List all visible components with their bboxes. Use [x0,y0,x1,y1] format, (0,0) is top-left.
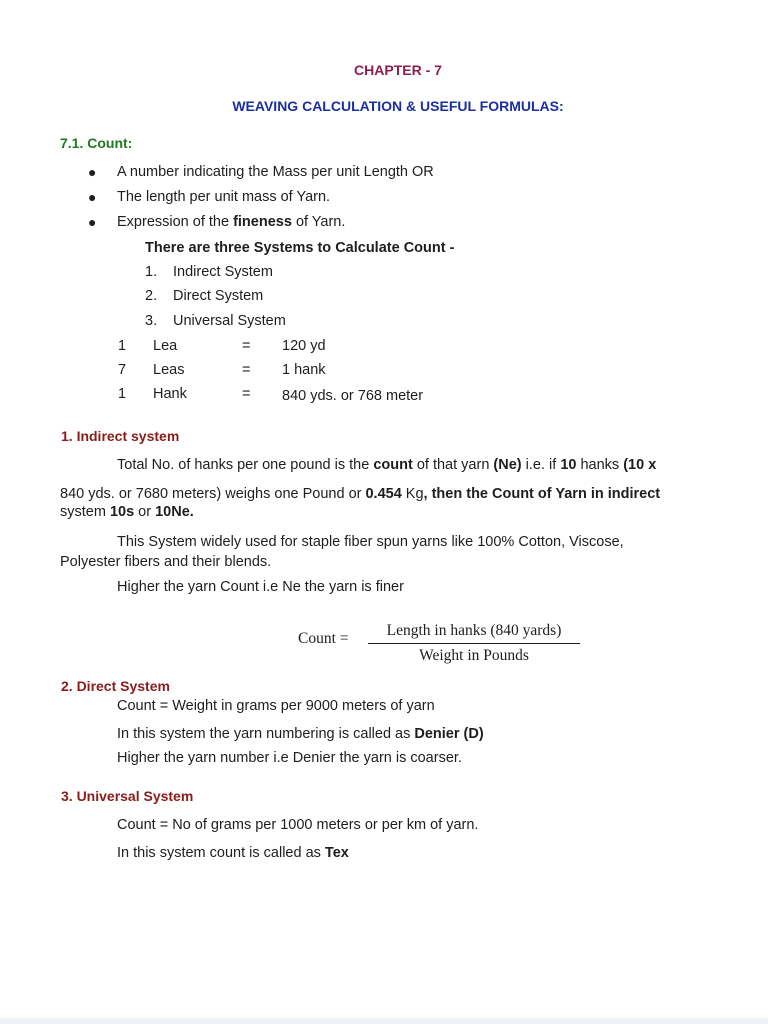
system-item: Universal System [173,313,286,329]
formula-denominator: Weight in Pounds [419,647,529,664]
direct-line: Count = Weight in grams per 9000 meters of yarn [117,698,435,714]
universal-line: In this system count is called as Tex [117,845,349,861]
unit-value: 120 yd [282,338,326,354]
bullet-item: The length per unit mass of Yarn. [117,189,331,205]
direct-line: Higher the yarn number i.e Denier the yarn is coarser. [117,750,462,766]
formula-lhs: Count = [298,630,349,647]
unit-qty: 1 [118,386,127,402]
formula-numerator: Length in hanks (840 yards) [386,622,562,639]
indirect-paragraph-line: Total No. of hanks per one pound is the count of that yarn (Ne) i.e. if 10 hanks (10 x [117,457,657,473]
unit-name: Leas [153,362,185,378]
system-item: Direct System [173,288,264,304]
unit-equals: = [242,386,251,402]
universal-line: Count = No of grams per 1000 meters or per km of yarn. [117,817,479,833]
unit-value: 840 yds. or 768 meter [282,388,424,404]
unit-name: Lea [153,338,178,354]
list-number: 3. [145,313,158,329]
section-direct-heading: 2. Direct System [61,678,170,694]
bullet-icon: ● [88,164,97,180]
unit-equals: = [242,362,251,378]
direct-line: In this system the yarn numbering is called as Denier (D) [117,726,484,742]
indirect-note: Higher the yarn Count i.e Ne the yarn is finer [117,579,404,595]
section-universal-heading: 3. Universal System [61,788,194,804]
indirect-paragraph-line: system 10s or 10Ne. [60,504,194,520]
formula-fraction [368,620,580,667]
page-bottom-edge [0,1018,768,1024]
bullet-item: A number indicating the Mass per unit Length OR [117,164,434,180]
indirect-usage-line: Polyester fibers and their blends. [60,554,272,570]
bullet-item: Expression of the fineness of Yarn. [117,214,346,230]
bullet-icon: ● [88,214,97,230]
list-number: 2. [145,288,158,304]
chapter-heading: CHAPTER - 7 [354,62,442,78]
unit-value: 1 hank [282,362,326,378]
unit-equals: = [242,338,251,354]
systems-intro: There are three Systems to Calculate Count - [145,240,455,256]
list-number: 1. [145,264,158,280]
fraction-bar [368,643,580,644]
page-title: WEAVING CALCULATION & USEFUL FORMULAS: [232,98,564,114]
unit-name: Hank [153,386,187,402]
bullet-icon: ● [88,189,97,205]
section-count-heading: 7.1. Count: [60,135,133,151]
indirect-usage-line: This System widely used for staple fiber spun yarns like 100% Cotton, Viscose, [117,534,624,550]
section-indirect-heading: 1. Indirect system [61,428,180,444]
indirect-paragraph-line: 840 yds. or 7680 meters) weighs one Pound or 0.454 Kg, then the Count of Yarn in indirect [60,486,661,502]
unit-qty: 1 [118,338,127,354]
system-item: Indirect System [173,264,273,280]
unit-qty: 7 [118,362,127,378]
